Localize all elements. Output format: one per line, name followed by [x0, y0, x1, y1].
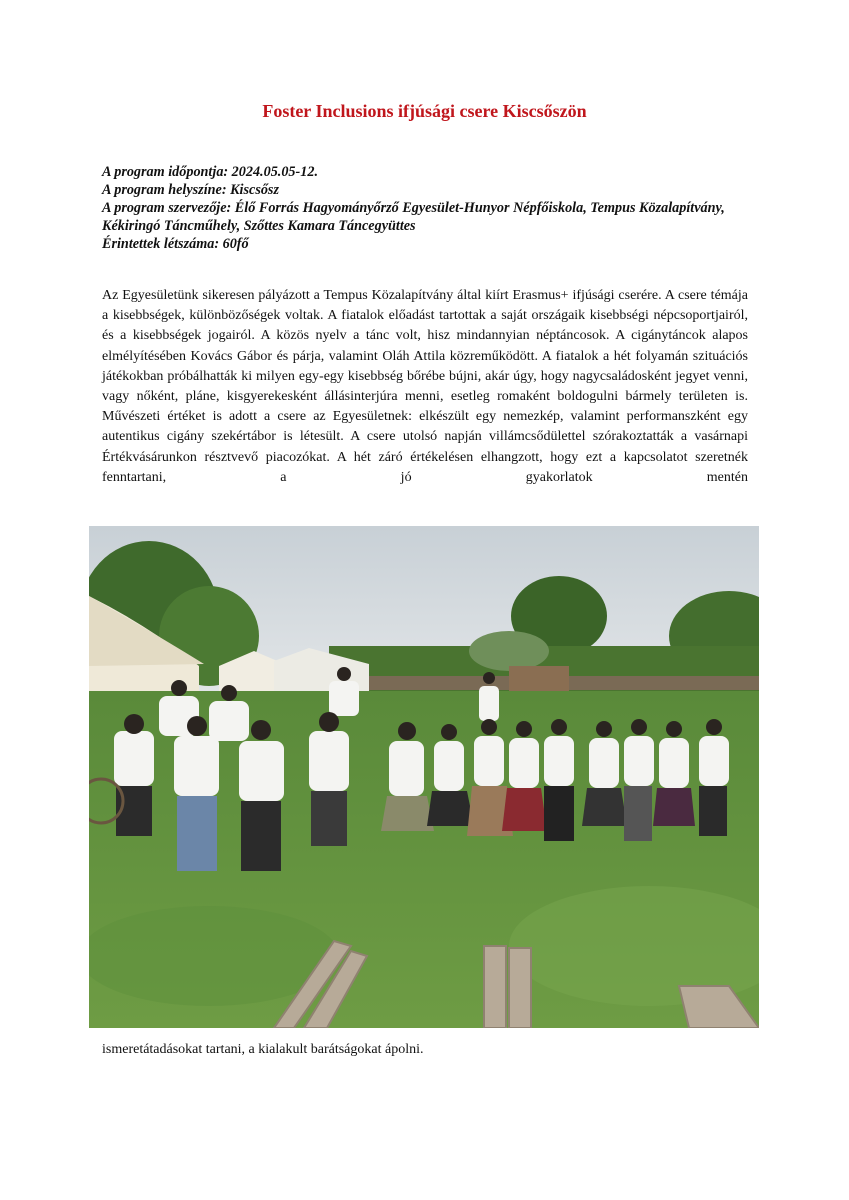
closing-line: ismeretátadásokat tartani, a kialakult barátságokat ápolni.: [102, 1042, 424, 1057]
document-title: Foster Inclusions ifjúsági csere Kiscsőszön: [262, 101, 587, 121]
program-location: A program helyszíne: Kiscsősz: [102, 182, 279, 198]
program-organizers: A program szervezője: Élő Forrás Hagyományőrző Egyesület-Hunyor Népfőiskola, Tempus Közalapítvány, Kékiringó Táncműhely, Szőttes Kamara Táncegyüttes: [102, 200, 725, 234]
program-details: [102, 163, 752, 253]
body-paragraph: Az Egyesületünk sikeresen pályázott a Tempus Közalapítvány által kiírt Erasmus+ ifjúsági cserére. A csere témája a kisebbségek, különbözőségek voltak. A fiatalok előadást tartottak a saját országaik kisebbségi népcsoportjairól, és a kisebbségek jogairól. A közös nyelv a tánc volt, hisz mindannyian néptáncosok. A cigánytáncok alapos elmélyítésében Kovács Gábor és párja, valamint Oláh Attila közreműködött. A fiatalok a hét folyamán szituációs játékokban próbálhatták ki milyen egy-egy kisebbség bőrébe bújni, akár úgy, hogy nagycsaládosként jegyet venni, vagy nőként, pláne, kisgyerekesként állásinterjúra menni, esetleg romaként boldogulni bármely területen is. Művészeti értéket is adott a csere az Egyesületnek: elkészült egy nemezkép, valamint performanszként egy autentikus cigány szekértábor is létesült. A csere utolsó napján villámcsődülettel szórakoztatták a vasárnapi Értékvásárunkon résztvevő piacozókat. A hét záró értékelésen elhangzott, hogy ezt a kapcsolatot szeretnék fenntartani, a jó gyakorlatok mentén: [102, 288, 748, 485]
group-photo: [89, 526, 759, 1028]
participant-count: Érintettek létszáma: 60fő: [102, 236, 249, 252]
program-date: A program időpontja: 2024.05.05-12.: [102, 164, 318, 180]
